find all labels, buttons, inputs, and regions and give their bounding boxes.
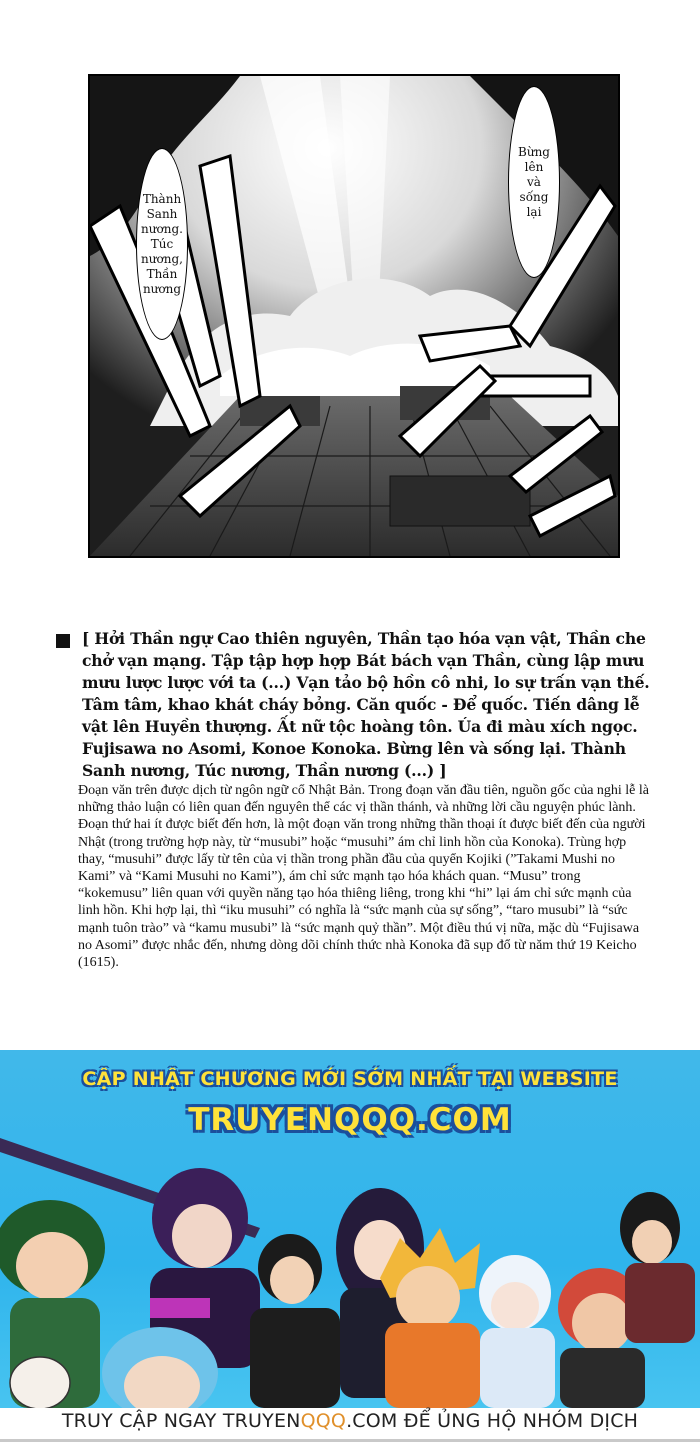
footer-callout[interactable] <box>0 1408 700 1444</box>
footer-divider <box>0 1439 700 1442</box>
translation-note <box>56 628 652 971</box>
footer-text-suffix: .COM ĐỂ ỦNG HỘ NHÓM DỊCH <box>346 1410 639 1432</box>
manga-panel <box>88 74 620 558</box>
anime-characters-illustration <box>0 1138 700 1408</box>
footer-text-prefix: TRUY CẬP NGAY TRUYEN <box>61 1410 301 1432</box>
speech-bubble-right: Bừng lên và sống lại <box>508 86 560 278</box>
footer-text-highlight: QQQ <box>300 1410 347 1432</box>
note-body: Đoạn văn trên được dịch từ ngôn ngữ cổ Nhật Bản. Trong đoạn văn đầu tiên, nguồn gốc của nghi lễ là những thảo luận có liên quan đến nguyên thể các vị thần thánh, và những lời cầu nguyện phúc lành. Đoạn thứ hai ít được biết đến hơn, là một đoạn văn trong những thần thoại ít được biết đến của người Nhật (trong trường hợp này, từ “musubi” hoặc “musuhi” ám chỉ linh hồn của Konoka). Trùng hợp thay, “musuhi” được lấy từ tên của vị thần trong phần đầu của quyển Kojiki (”Takami Mushi no Kami” và “Kami Musuhi no Kami”), ám chỉ sức mạnh tạo hóa khách quan. “Musu” trong “kokemusu” liên quan với quyền năng tạo hóa thiêng liêng, trong khi “hi” lại ám chỉ sức mạnh của linh hồn. Khi hợp lại, thì “iku musuhi” có nghĩa là “sức mạnh của sự sống”, “taro musubi” là “sức mạnh tuôn trào” và “kamu musubi” là “sức mạnh quỷ thần”. Một điều thú vị nữa, mặc dù “Fujisawa no Asomi” được nhắc đến, nhưng dòng dõi chính thức nhà Konoka đã sụp đổ từ năm thứ 19 Keicho (1615). <box>78 783 649 971</box>
note-title: [ Hởi Thần ngự Cao thiên nguyên, Thần tạo hóa vạn vật, Thần che chở vạn mạng. Tập tập hợp hợp Bát bách vạn Thần, cùng lập mưu mưu lược lược với ta (...) Vạn tảo bộ hồn cô nhi, lo sự trấn vạn thế. Tâm tâm, khao khát cháy bỏng. Căn quốc - Để quốc. Tiến dâng lễ vật lên Huyền thượng. Ất nữ tộc hoàng tôn. Úa đi màu xích ngọc. Fujisawa no Asomi, Konoe Konoka. Bừng lên và sống lại. Thành Sanh nương, Túc nương, Thần nương (...) ] <box>82 629 650 780</box>
banner-site-logo[interactable]: TRUYENQQQ.COM <box>188 1102 512 1138</box>
square-bullet-icon <box>56 634 70 648</box>
banner-headline: CẬP NHẬT CHƯƠNG MỚI SỚM NHẤT TẠI WEBSITE <box>82 1068 618 1090</box>
speech-bubble-left: Thành Sanh nương. Túc nương, Thần nương <box>136 148 188 340</box>
site-banner[interactable] <box>0 1050 700 1408</box>
